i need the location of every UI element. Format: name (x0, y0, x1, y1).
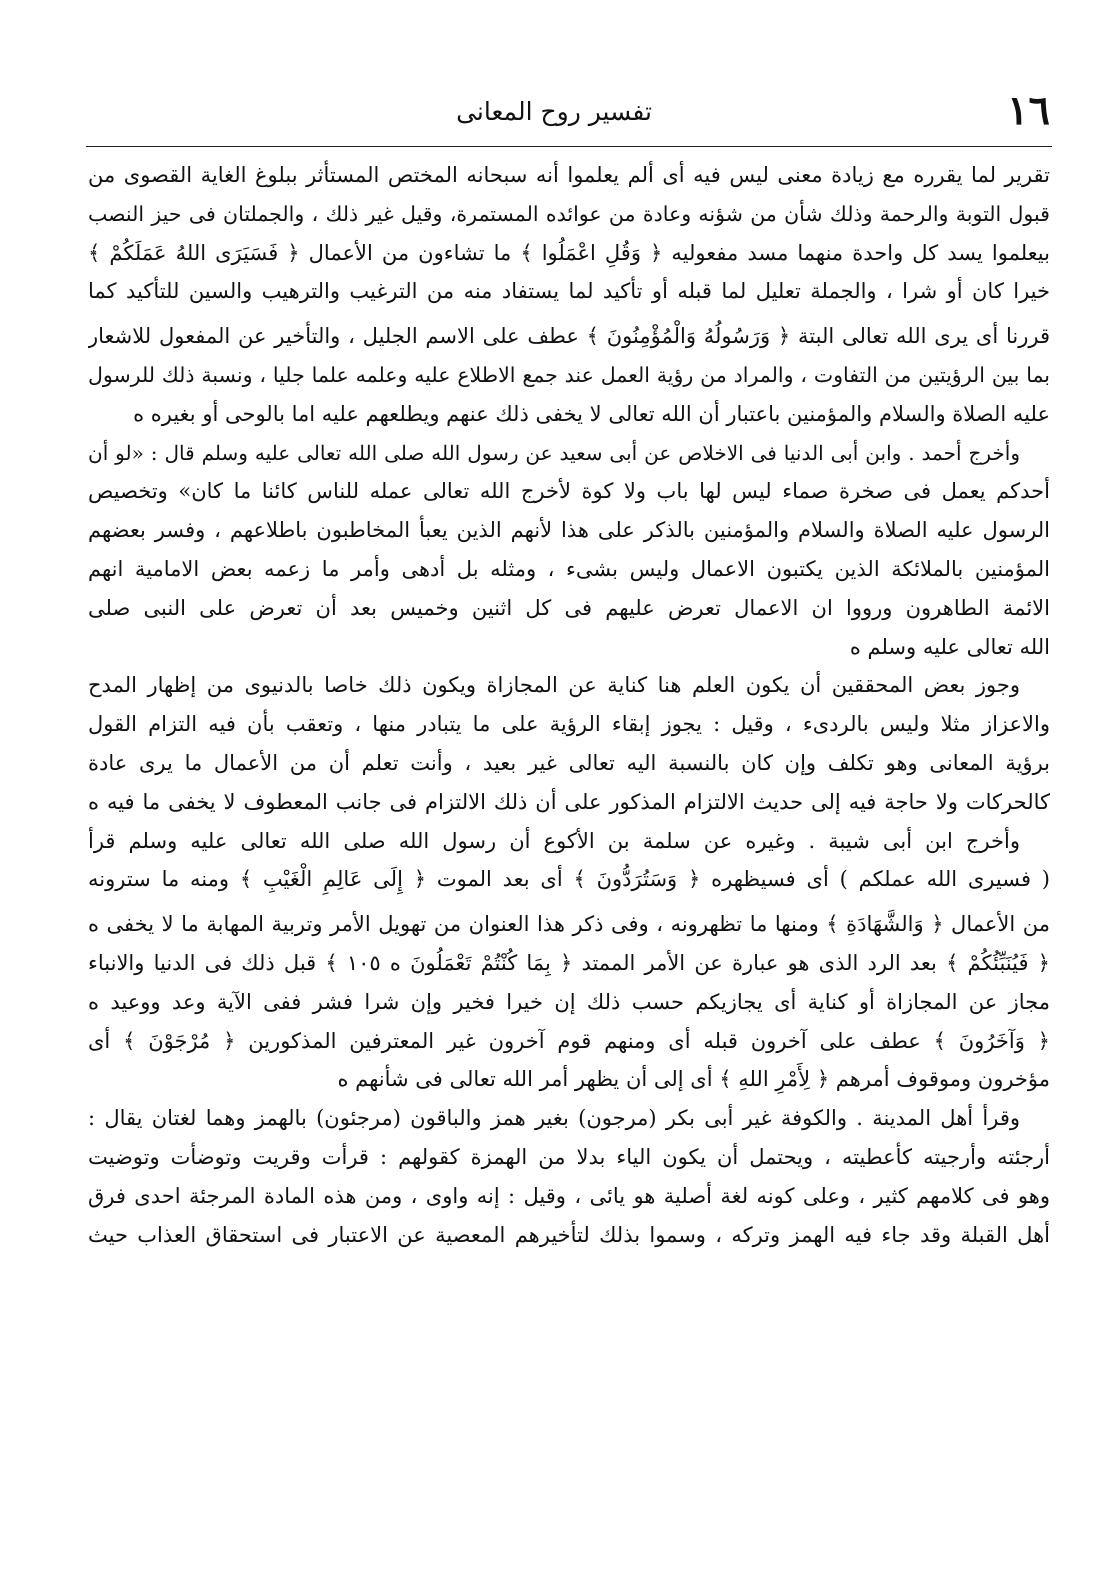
text-line: مؤخرون وموقوف أمرهم ﴿ لِأَمْرِ اللهِ ﴾ أى إلى أن يظهر أمر الله تعالى فى شأنهم ه (337, 1067, 1050, 1092)
text-line: ﴿ وَآخَرُونَ ﴾ عطف على آخرون قبله أى ومنهم قوم آخرون غير المعترفين المذكورين ﴿ مُرْجَوْنَ ﴾ أى (88, 1028, 1050, 1053)
text-line: قبول التوبة والرحمة وذلك شأن من شؤنه وعادة من عوائده المستمرة، وقيل غير ذلك ، والجملتان فى حيز النصب (88, 201, 1050, 226)
text-line: وهو فى كلامهم كثير ، وعلى كونه لغة أصلية هو يائى ، وقيل : إنه واوى ، ومن هذه المادة المرجئة احدى فرق (88, 1183, 1050, 1208)
text-line: أهل القبلة وقد جاء فيه الهمز وتركه ، وسموا بذلك لتأخيرهم المعصية عن الاعتبار فى استحقاق العذاب حيث (88, 1222, 1050, 1247)
text-line: خيرا كان أو شرا ، والجملة تعليل لما قبله أو تأكيد لما يستفاد منه من الترغيب والترهيب والسين للتأكيد كما (88, 279, 1050, 304)
text-line: من الأعمال ﴿ وَالشَّهَادَةِ ﴾ ومنها ما تظهرونه ، وفى ذكر هذا العنوان من تهويل الأمر وتربية المهابة ما لا يخفى ه (88, 912, 1050, 937)
text-line: عليه الصلاة والسلام والمؤمنين باعتبار أن الله تعالى لا يخفى ذلك عنهم ويطلعهم عليه اما بالوحى أو بغيره ه (133, 401, 1050, 426)
page-header (92, 88, 1050, 138)
text-line: وأخرج ابن أبى شيبة . وغيره عن سلمة بن الأكوع أن رسول الله صلى الله تعالى عليه وسلم قرأ (88, 828, 1020, 853)
text-line: ﴿ فَيُنَبِّئُكُمْ ﴾ بعد الرد الذى هو عبارة عن الأمر الممتد ﴿ بِمَا كُنْتُمْ تَعْمَلُونَ ه ١٠٥ ﴾ قبل ذلك فى الدنيا والانباء (88, 950, 1050, 975)
text-line: برؤية المعانى وهو تكلف وإن كان بالنسبة اليه تعالى غير بعيد ، وأنت تعلم أن من الأعمال ما يرى عادة (88, 750, 1050, 775)
body-text (88, 156, 1050, 1254)
text-line: الائمة الطاهرون ورووا ان الاعمال تعرض عليهم فى كل اثنين وخميس بعد أن تعرض على النبى صلى (88, 595, 1050, 620)
text-line: الرسول عليه الصلاة والسلام والمؤمنين بالذكر على هذا لأنهم الذين يعبأ المخاطبون باطلاعهم ، وفسر بعضهم (88, 518, 1050, 543)
text-line: بما بين الرؤيتين من التفاوت ، والمراد من رؤية العمل عند جمع الاطلاع عليه وعلمه علما جليا ، ونسبة ذلك للرسول (88, 362, 1050, 387)
text-line: وقرأ أهل المدينة . والكوفة غير أبى بكر (مرجون) بغير همز والباقون (مرجئون) بالهمز وهما لغتان يقال : (88, 1106, 1020, 1131)
text-line: مجاز عن المجازاة أو كناية أى يجازيكم حسب ذلك إن خيرا فخير وإن شرا فشر ففى الآية وعد ووعيد ه (88, 989, 1050, 1014)
text-line: الله تعالى عليه وسلم ه (849, 634, 1050, 659)
running-title: تفسير روح المعانى (456, 97, 652, 126)
text-line: أحدكم يعمل فى صخرة صماء ليس لها باب ولا كوة لأخرج الله تعالى عمله للناس كائنا ما كان» وتخصيص (88, 479, 1050, 504)
text-line: تقرير لما يقرره مع زيادة معنى ليس فيه أى ألم يعلموا أنه سبحانه المختص المستأثر ببلوغ الغاية القصوى من (88, 163, 1050, 187)
text-line: كالحركات ولا حاجة فيه إلى حديث الالتزام المذكور على أن ذلك الالتزام فى جانب المعطوف لا يخفى ما فيه ه (88, 789, 1050, 814)
page-number: ١٦ (1007, 87, 1050, 134)
text-line: المؤمنين بالملائكة الذين يكتبون الاعمال وليس بشىء ، ومثله بل أدهى وأمر ما زعمه بعض الامامية انهم (88, 556, 1050, 581)
header-divider (86, 146, 1052, 147)
text-line: أرجئته وأرجيته كأعطيته ، ويحتمل أن يكون الياء بدلا من الهمزة كقولهم : قرأت وقريت وتوضأت وتوضيت (88, 1144, 1050, 1169)
text-line: وجوز بعض المحققين أن يكون العلم هنا كناية عن المجازاة ويكون ذلك خاصا بالدنيوى من إظهار المدح (88, 673, 1020, 698)
text-line: وأخرج أحمد . وابن أبى الدنيا فى الاخلاص عن أبى سعيد عن رسول الله صلى الله تعالى عليه وسلم قال : «لو أن (88, 440, 1020, 465)
text-line: والاعزاز مثلا وليس بالردىء ، وقيل : يجوز إبقاء الرؤية على ما يتبادر منها ، وتعقب بأن فيه التزام القول (88, 712, 1050, 737)
text-line: ( فسيرى الله عملكم ) أى فسيظهره ﴿ وَسَتُرَدُّونَ ﴾ أى بعد الموت ﴿ إِلَى عَالِمِ الْغَيْبِ ﴾ ومنه ما سترونه (88, 867, 1050, 892)
text-line: بيعلموا يسد كل واحدة منهما مسد مفعوليه ﴿ وَقُلِ اعْمَلُوا ﴾ ما تشاءون من الأعمال ﴿ فَسَيَرَى اللهُ عَمَلَكُمْ ﴾ (88, 240, 1050, 265)
text-line: قررنا أى يرى الله تعالى البتة ﴿ وَرَسُولُهُ وَالْمُؤْمِنُونَ ﴾ عطف على الاسم الجليل ، والتأخير عن المفعول للاشعار (88, 324, 1050, 349)
